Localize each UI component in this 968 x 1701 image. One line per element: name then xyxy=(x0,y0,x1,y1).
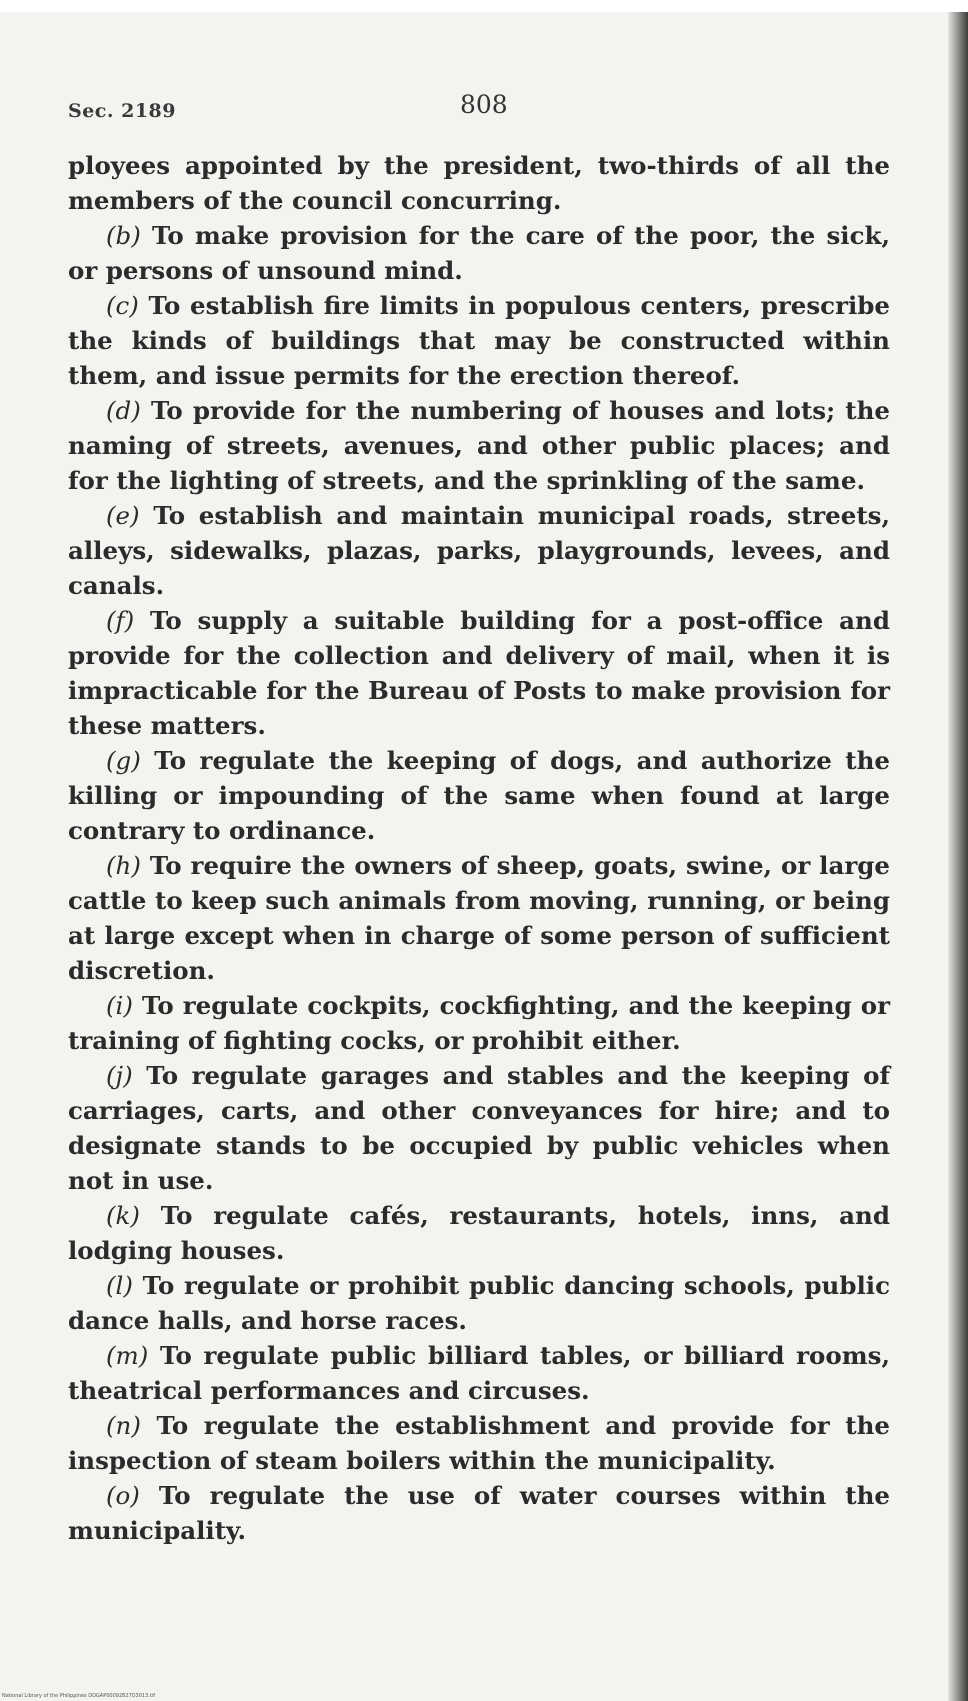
paragraph-continuation xyxy=(68,148,890,218)
paragraph-letter: (i) xyxy=(106,991,133,1020)
paragraph-letter: (e) xyxy=(106,501,140,530)
paragraph-text: To regulate the use of water courses within the municipality. xyxy=(68,1481,890,1545)
paragraph-text: To regulate or prohibit public dancing schools, public dance halls, and horse races. xyxy=(68,1271,890,1335)
paragraph-text: To supply a suitable building for a post-office and provide for the collection and delivery of mail, when it is impracticable for the Bureau of Posts to make provision for these matters. xyxy=(68,606,890,740)
paragraph-text: ployees appointed by the president, two-thirds of all the members of the council concurring. xyxy=(68,151,890,215)
page-edge-shadow xyxy=(948,12,968,1701)
paragraph-k xyxy=(68,1198,890,1268)
paragraph-text: To require the owners of sheep, goats, swine, or large cattle to keep such animals from moving, running, or being at large except when in charge of some person of sufficient discretion. xyxy=(68,851,890,985)
paragraph-g xyxy=(68,743,890,848)
paragraph-d xyxy=(68,393,890,498)
paragraph-text: To regulate public billiard tables, or billiard rooms, theatrical performances and circuses. xyxy=(68,1341,890,1405)
paragraph-letter: (d) xyxy=(106,396,141,425)
paragraph-letter: (k) xyxy=(106,1201,140,1230)
paragraph-l xyxy=(68,1268,890,1338)
scan-footer: National Library of the Philippines DDGAP00092827D3013.tif xyxy=(2,1693,155,1699)
paragraph-letter: (m) xyxy=(106,1341,149,1370)
paragraph-text: To regulate cafés, restaurants, hotels, inns, and lodging houses. xyxy=(68,1201,890,1265)
paragraph-letter: (h) xyxy=(106,851,141,880)
paragraph-letter: (j) xyxy=(106,1061,133,1090)
paragraph-letter: (l) xyxy=(106,1271,133,1300)
paragraph-letter: (f) xyxy=(106,606,135,635)
paragraph-text: To regulate cockpits, cockfighting, and the keeping or training of fighting cocks, or prohibit either. xyxy=(68,991,890,1055)
paragraph-n xyxy=(68,1408,890,1478)
paragraph-m xyxy=(68,1338,890,1408)
paragraph-text: To regulate garages and stables and the keeping of carriages, carts, and other conveyances for hire; and to designate stands to be occupied by public vehicles when not in use. xyxy=(68,1061,890,1195)
paragraph-letter: (c) xyxy=(106,291,139,320)
paragraph-text: To establish and maintain municipal roads, streets, alleys, sidewalks, plazas, parks, playgrounds, levees, and canals. xyxy=(68,501,890,600)
body-text xyxy=(68,148,890,1548)
paragraph-j xyxy=(68,1058,890,1198)
paragraph-o xyxy=(68,1478,890,1548)
paragraph-h xyxy=(68,848,890,988)
paragraph-text: To make provision for the care of the poor, the sick, or persons of unsound mind. xyxy=(68,221,890,285)
paragraph-text: To regulate the establishment and provide for the inspection of steam boilers within the municipality. xyxy=(68,1411,890,1475)
paragraph-letter: (b) xyxy=(106,221,141,250)
paragraph-letter: (n) xyxy=(106,1411,141,1440)
paragraph-text: To provide for the numbering of houses and lots; the naming of streets, avenues, and other public places; and for the lighting of streets, and the sprinkling of the same. xyxy=(68,396,890,495)
paragraph-letter: (o) xyxy=(106,1481,140,1510)
paragraph-i xyxy=(68,988,890,1058)
paragraph-c xyxy=(68,288,890,393)
paragraph-text: To regulate the keeping of dogs, and authorize the killing or impounding of the same when found at large contrary to ordinance. xyxy=(68,746,890,845)
page-number: 808 xyxy=(460,90,508,119)
paragraph-e xyxy=(68,498,890,603)
section-reference: Sec. 2189 xyxy=(68,100,176,122)
paragraph-f xyxy=(68,603,890,743)
paragraph-text: To establish fire limits in populous centers, prescribe the kinds of buildings that may be constructed within them, and issue permits for the erection thereof. xyxy=(68,291,890,390)
page-header xyxy=(68,90,878,130)
paragraph-b xyxy=(68,218,890,288)
paragraph-letter: (g) xyxy=(106,746,141,775)
